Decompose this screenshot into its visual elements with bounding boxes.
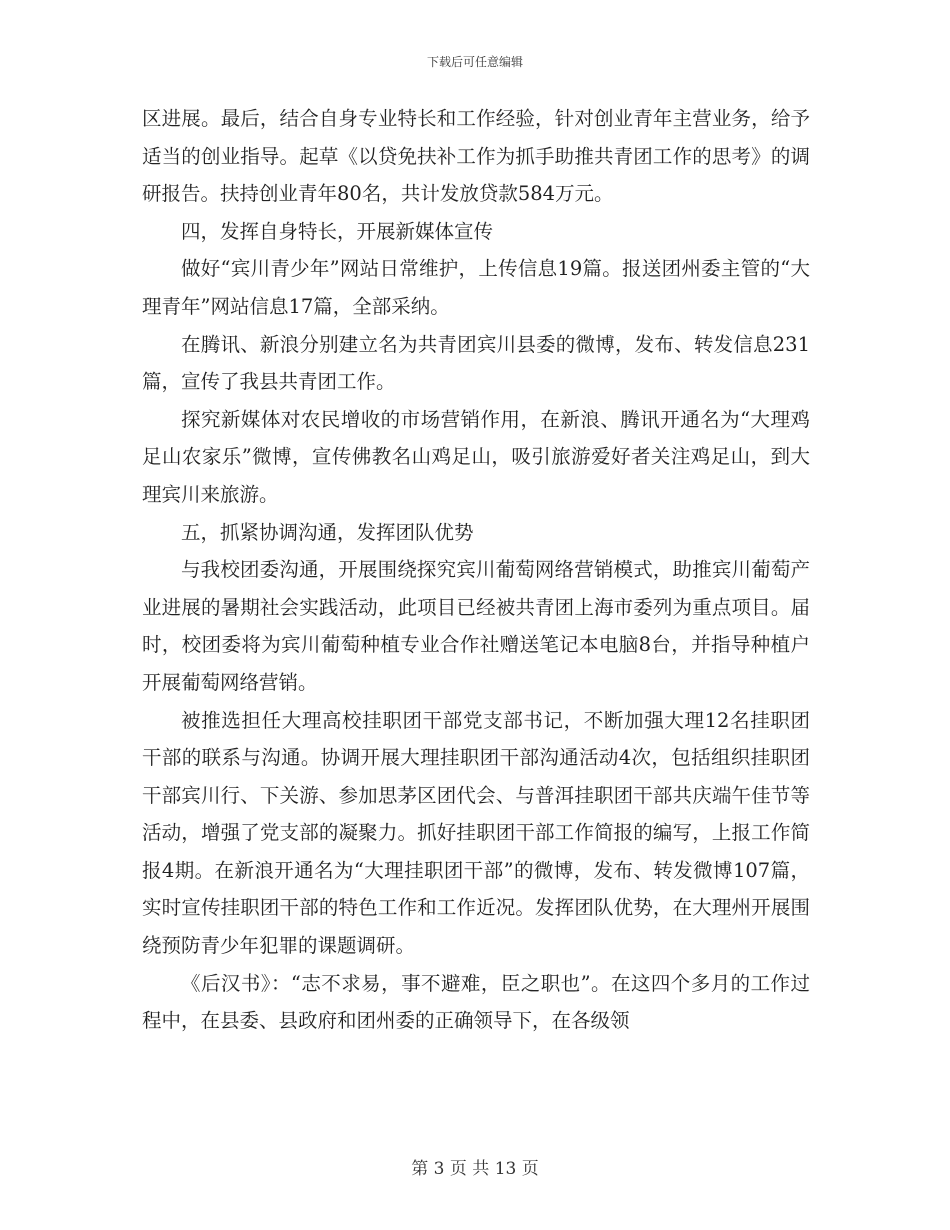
paragraph-school-league: 与我校团委沟通，开展围绕探究宾川葡萄网络营销模式，助推宾川葡萄产业进展的暑期社会实践活动，此项目已经被共青团上海市委列为重点项目。届时，校团委将为宾川葡萄种植专业合作社赠送笔记本电脑8台，并指导种植户开展葡萄网络营销。 — [142, 558, 810, 694]
section-heading-4: 四，发挥自身特长，开展新媒体宣传 — [181, 219, 494, 243]
section-heading-5: 五，抓紧协调沟通，发挥团队优势 — [181, 520, 474, 544]
document-body — [142, 100, 810, 1040]
page-header: 下载后可任意编辑 — [426, 55, 523, 69]
paragraph-weibo: 在腾讯、新浪分别建立名为共青团宾川县委的微博，发布、转发信息231篇，宣传了我县共青团工作。 — [142, 332, 810, 394]
paragraph-party-branch: 被推选担任大理高校挂职团干部党支部书记，不断加强大理12名挂职团干部的联系与沟通。协调开展大理挂职团干部沟通活动4次，包括组织挂职团干部宾川行、下关游、参加思茅区团代会、与普洱挂职团干部共庆端午佳节等活动，增强了党支部的凝聚力。抓好挂职团干部工作简报的编写，上报工作简报4期。在新浪开通名为“大理挂职团干部”的微博，发布、转发微博107篇，实时宣传挂职团干部的特色工作和工作近况。发挥团队优势，在大理州开展围绕预防青少年犯罪的课题调研。 — [142, 708, 810, 958]
paragraph-1: 区进展。最后，结合自身专业特长和工作经验，针对创业青年主营业务，给予适当的创业指导。起草《以贷免扶补工作为抓手助推共青团工作的思考》的调研报告。扶持创业青年80名，共计发放贷款584万元。 — [142, 107, 810, 206]
paragraph-conclusion: 《后汉书》：“志不求易，事不避难，臣之职也”。在这四个多月的工作过程中，在县委、县政府和团州委的正确领导下，在各级领 — [142, 971, 810, 1033]
paragraph-website: 做好“宾川青少年”网站日常维护，上传信息19篇。报送团州委主管的“大理青年”网站信息17篇，全部采纳。 — [142, 257, 810, 318]
page-number: 第 3 页 共 13 页 — [411, 1159, 539, 1179]
paragraph-new-media-marketing: 探究新媒体对农民增收的市场营销作用，在新浪、腾讯开通名为“大理鸡足山农家乐”微博，宣传佛教名山鸡足山，吸引旅游爱好者关注鸡足山，到大理宾川来旅游。 — [142, 407, 810, 506]
